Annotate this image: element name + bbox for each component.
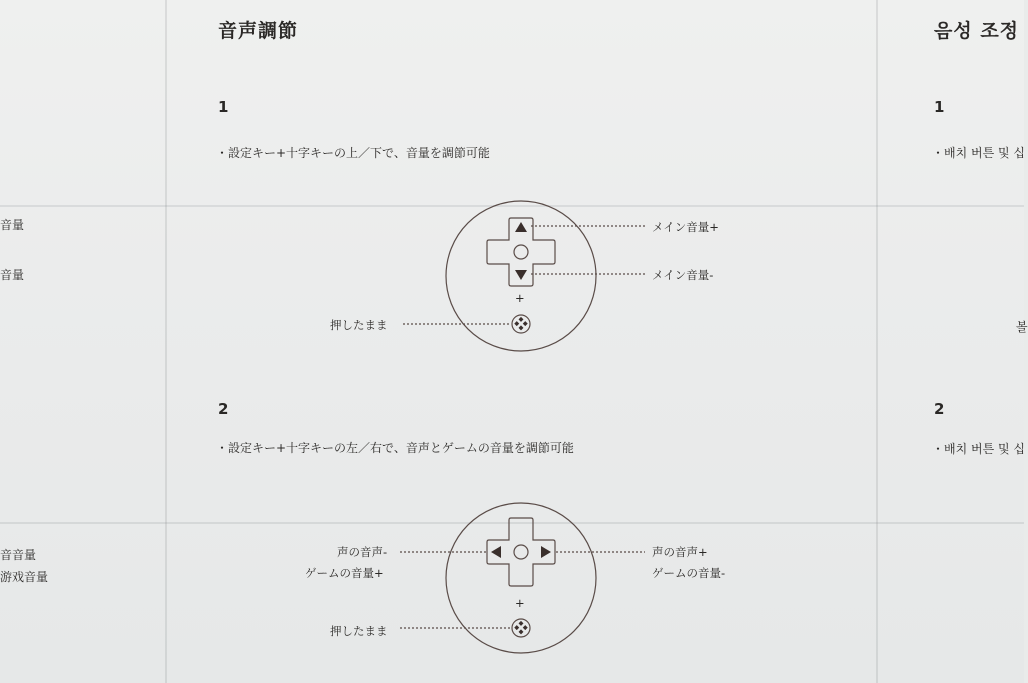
label-game-plus: ゲームの音量+: [305, 566, 384, 580]
section-number: 2: [934, 400, 945, 418]
settings-glyph-icon: [514, 621, 527, 634]
page-title: 音声調節: [218, 20, 299, 42]
instruction-text: ・設定キー+十字キーの左／右で、音声とゲームの音量を調節可能: [216, 441, 574, 455]
label-game-minus: ゲームの音量-: [652, 566, 726, 580]
arrow-right-icon: [541, 546, 551, 558]
plus-sign: +: [515, 596, 525, 610]
label-main-volume-up: メイン音量+: [652, 220, 719, 234]
instruction-text: ・배치 버튼 및 십: [932, 442, 1025, 456]
arrow-left-icon: [491, 546, 501, 558]
page-title-korean: 음성 조정: [934, 20, 1020, 42]
arrow-up-icon: [515, 222, 527, 232]
label-hold: 押したまま: [330, 318, 388, 332]
left-text: 音量: [0, 268, 25, 282]
label-hold: 押したまま: [330, 624, 388, 638]
section-number: 1: [218, 98, 229, 116]
dpad-center-icon: [514, 545, 528, 559]
arrow-down-icon: [515, 270, 527, 280]
instruction-text: ・배치 버튼 및 십: [932, 146, 1025, 160]
section-number: 1: [934, 98, 945, 116]
left-text: 音量: [0, 218, 25, 232]
label-voice-minus: 声の音声-: [337, 545, 388, 559]
settings-glyph-icon: [514, 317, 527, 330]
plus-sign: +: [515, 291, 525, 305]
left-text: 游戏音量: [0, 570, 49, 584]
label-voice-plus: 声の音声+: [652, 545, 708, 559]
label-main-volume-down: メイン音量-: [652, 268, 714, 282]
left-text: 音音量: [0, 548, 37, 562]
instruction-text: ・設定キー+十字キーの上／下で、音量を調節可能: [216, 146, 490, 160]
section-number: 2: [218, 400, 229, 418]
dpad-center-icon: [514, 245, 528, 259]
stray-text: 볼: [1016, 320, 1028, 334]
